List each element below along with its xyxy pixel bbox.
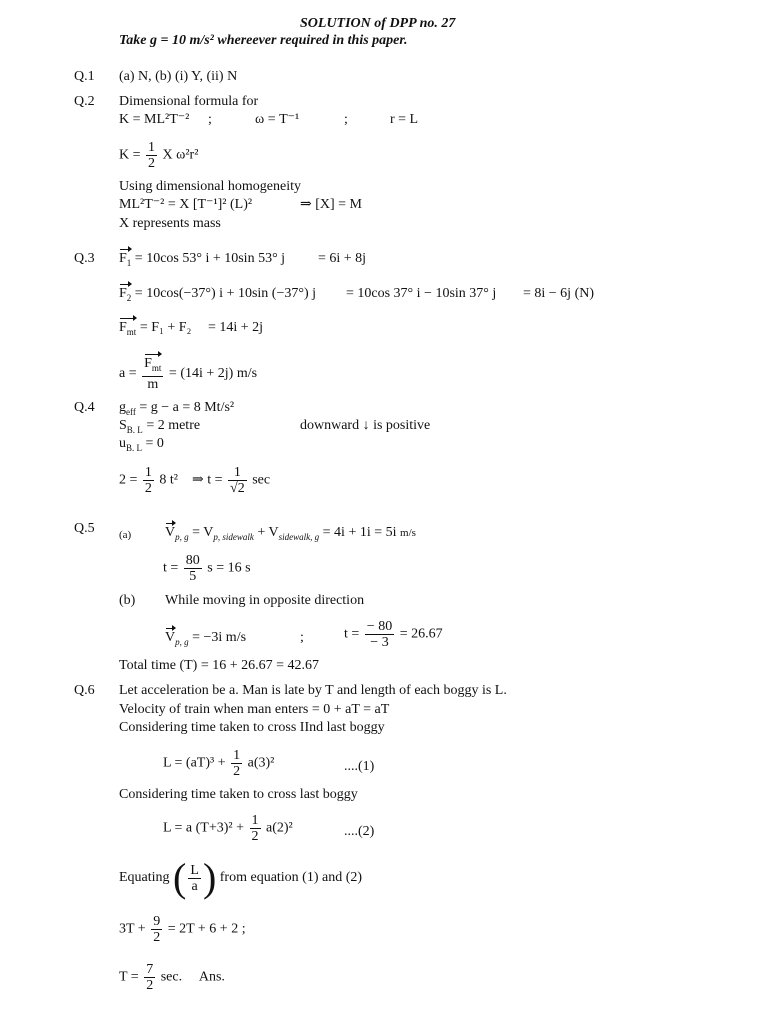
q3-fnet-result: = 14i + 2j bbox=[208, 320, 264, 335]
q1-label: Q.1 bbox=[74, 69, 95, 84]
q4-t-fraction: $\frac{1}{√2}$ bbox=[230, 465, 245, 496]
q3-a-den: m bbox=[142, 376, 163, 392]
q2-homog: Using dimensional homogeneity bbox=[119, 179, 301, 194]
q6-eq1: L = (aT)³ + $\frac{1}{2}$ a(3)² bbox=[163, 748, 275, 779]
q2-sep2: ; bbox=[344, 112, 348, 127]
q4-geff: $g_{eff} = g - a = 8$ Mt/s² bbox=[119, 400, 235, 417]
q5-velocity-b: $V_{p, g} = -3i$ m/s bbox=[165, 630, 247, 647]
q2-label: Q.2 bbox=[74, 94, 95, 109]
q5-velocity-eq: $V_{p, g} = V_{p, sidewalk} + V_{sidewalk, g} = 4i + 1i = 5i$ m/s bbox=[165, 525, 416, 542]
q6-eq3: 3T + $\frac{9}{2}$ = 2T + 6 + 2 ; bbox=[119, 914, 246, 945]
q5-b-sep: ; bbox=[300, 630, 304, 645]
q5-total: Total time (T) = 16 + 26.67 = 42.67 bbox=[119, 658, 320, 673]
q3-f1-result: = 6i + 8j bbox=[318, 251, 367, 266]
q2-omega-dim: ω = T⁻¹ bbox=[255, 112, 300, 127]
q3-a-result: = (14i + 2j) m/s bbox=[168, 366, 258, 382]
q3-a-fraction bbox=[142, 356, 163, 392]
q6-line1: Let acceleration be a. Man is late by T and length of each boggy is L. bbox=[119, 683, 507, 698]
q4-s: $S_{B. L} = 2$ metre bbox=[119, 418, 201, 435]
q3-f1-vector: $F_1$ bbox=[119, 251, 131, 271]
q3-f2-mid: = 10cos 37° i − 10sin 37° j bbox=[346, 286, 497, 301]
q2-k-rhs: X ω²r² bbox=[162, 147, 199, 163]
q3-label: Q.3 bbox=[74, 251, 95, 266]
q5-time-b: t = $\frac{- 80}{- 3}$ = 26.67 bbox=[344, 619, 443, 650]
q2-sep1: ; bbox=[208, 112, 212, 127]
q6-eq1-tag: ....(1) bbox=[344, 759, 375, 774]
q4-label: Q.4 bbox=[74, 400, 95, 415]
q3-fnet-line bbox=[119, 320, 191, 340]
q6-equating: Equating ( $\frac{L}{a}$ ) from equation (1) and (2) bbox=[119, 855, 363, 900]
q6-line2: Velocity of train when man enters = 0 + aT = aT bbox=[119, 702, 390, 717]
q6-eq2-tag: ....(2) bbox=[344, 824, 375, 839]
q2-half-den: 2 bbox=[148, 156, 156, 171]
q3-f1-rhs: = 10cos 53° i + 10sin 53° j bbox=[134, 251, 286, 266]
q2-eq: ML²T⁻² = X [T⁻¹]² (L)² bbox=[119, 197, 253, 212]
q3-f2-line bbox=[119, 286, 316, 306]
q4-u: $u_{B. L} = 0$ bbox=[119, 436, 164, 453]
q6-eq2: L = a (T+3)² + $\frac{1}{2}$ a(2)² bbox=[163, 813, 293, 844]
q3-f2-result: = 8i − 6j (N) bbox=[523, 286, 595, 301]
page-title: SOLUTION of DPP no. 27 bbox=[300, 16, 456, 31]
q5-label: Q.5 bbox=[74, 521, 95, 536]
q3-accel-line bbox=[119, 356, 257, 392]
q2-half-fraction bbox=[146, 140, 157, 171]
q5-a-tag: (a) bbox=[119, 529, 132, 541]
q3-a-num: $F_{mt}$ bbox=[144, 356, 161, 376]
q3-f2-vector: $F_2$ bbox=[119, 286, 131, 306]
q6-line4: Considering time taken to cross last boggy bbox=[119, 787, 358, 802]
q5-b-tag: (b) bbox=[119, 593, 136, 608]
q2-intro: Dimensional formula for bbox=[119, 94, 259, 109]
q1-answer: (a) N, (b) (i) Y, (ii) N bbox=[119, 69, 238, 84]
q3-f1-line bbox=[119, 251, 285, 271]
page-note: Take g = 10 m/s² whereever required in this paper. bbox=[119, 33, 408, 48]
q5-b-text: While moving in opposite direction bbox=[165, 593, 365, 608]
q6-line3: Considering time taken to cross IInd last boggy bbox=[119, 720, 385, 735]
q2-half-num: 1 bbox=[148, 140, 156, 155]
q6-eq4: T = $\frac{7}{2}$ sec. Ans. bbox=[119, 962, 225, 993]
q3-fnet-vector: $F_{mt}$ bbox=[119, 320, 136, 340]
q3-fnet-rhs: = F₁ + F₂ bbox=[139, 320, 192, 335]
q4-half-fraction: $\frac{1}{2}$ bbox=[144, 465, 152, 496]
q2-conclusion: X represents mass bbox=[119, 216, 221, 231]
q2-result: ⇒ [X] = M bbox=[300, 197, 363, 212]
q2-k-lhs: K = bbox=[119, 147, 141, 163]
q3-a-lhs: a = bbox=[119, 366, 137, 382]
q2-k-dim: K = ML²T⁻² bbox=[119, 112, 190, 127]
q2-k-formula bbox=[119, 140, 198, 171]
q5-time-a: t = $\frac{80}{5}$ s = 16 s bbox=[163, 553, 251, 584]
q2-r-dim: r = L bbox=[390, 112, 419, 127]
q4-note: downward ↓ is positive bbox=[300, 418, 431, 433]
q6-answer-tag: Ans. bbox=[198, 969, 225, 985]
q3-f2-rhs: = 10cos(−37°) i + 10sin (−37°) j bbox=[134, 286, 317, 301]
q6-label: Q.6 bbox=[74, 683, 95, 698]
q4-equation: 2 = $\frac{1}{2}$ 8 t² ⇒ t = $\frac{1}{√2}$ sec bbox=[119, 465, 271, 496]
